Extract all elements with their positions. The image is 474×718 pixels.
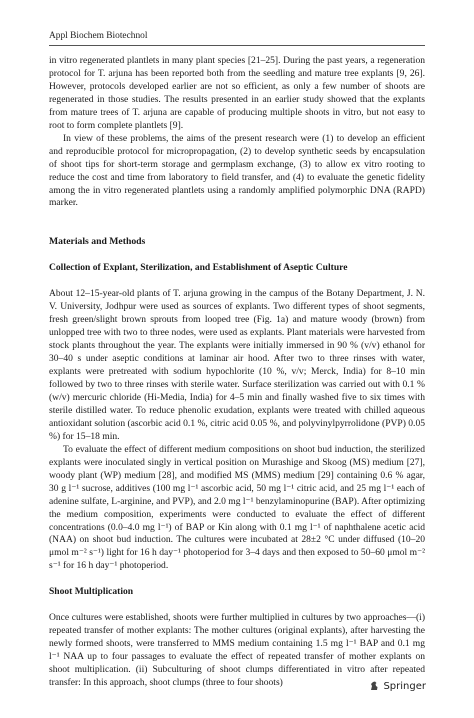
publisher-name: Springer bbox=[383, 680, 426, 692]
publisher-footer bbox=[368, 680, 426, 692]
intro-paragraph-1: in vitro regenerated plantlets in many plant species [21–25]. During the past years, a regeneration protocol for T. arjuna has been reported both from the seedling and mature tree explants [9, 26]. However, protocols developed earlier are not so efficient, as only a few number of shoots are regenerated in those studies. The results presented in an earlier study showed that the explants from mature trees of T. arjuna are capable of producing multiple shoots in vitro, but not easy to root to form complete plantlets [9]. bbox=[49, 55, 425, 131]
subsection-title-shoot-multiplication: Shoot Multiplication bbox=[49, 586, 134, 598]
intro-paragraph-2: In view of these problems, the aims of the present research were (1) to develop an efficient and reproducible protocol for micropropagation, (2) to develop synthetic seeds by encapsulation of shoot tips for short-term storage and germplasm exchange, (3) to allow ex vitro rooting to reduce the cost and time from laboratory to field transfer, and (4) to evaluate the genetic fidelity among the in vitro regenerated plantlets using a randomly amplified polymorphic DNA (RAPD) marker. bbox=[49, 132, 425, 209]
methods-paragraph-1: About 12–15-year-old plants of T. arjuna growing in the campus of the Botany Department, J. N. V. University, Jodhpur were used as sources of explants. Two different types of shoot segments, fresh green/slight brown sprouts from looped tree (Fig. 1a) and mature woody (brown) from unlopped tree with two to three nodes, were used as explants. Plant materials were harvested from stock plants throughout the year. The explants were initially immersed in 90 % (v/v) ethanol for 30–40 s under aseptic conditions at laminar air hood. After two to three rinses with water, explants were pretreated with sodium hypochlorite (10 %, v/v; Merck, India) for 8–10 min followed by two to three rinses with sterile water. Surface sterilization was carried out with 0.1 % (w/v) mercuric chloride (Hi-Media, India) for 4–5 min and finally washed five to six times with sterile distilled water. To reduce phenolic exudation, explants were treated with chilled aqueous antioxidant solution (ascorbic acid 0.1 %, citric acid 0.05 %, and polyvinylpyrrolidone (PVP) 0.05 %) for 15–18 min. bbox=[49, 288, 425, 442]
subsection-title-collection: Collection of Explant, Sterilization, and Establishment of Aseptic Culture bbox=[49, 262, 348, 274]
methods-paragraph-2: To evaluate the effect of different medium compositions on shoot bud induction, the sterilized explants were inoculated singly in vertical position on Murashige and Skoog (MS) medium [27], woody plant (WP) medium [28], and modified MS (MMS) medium [29] containing 0.6 % agar, 30 g l⁻¹ sucrose, additives (100 mg l⁻¹ ascorbic acid, 50 mg l⁻¹ citric acid, and 25 mg l⁻¹ each of adenine sulfate, L-arginine, and PVP), and 2.0 mg l⁻¹ benzylaminopurine (BAP). After optimizing the medium composition, experiments were conducted to evaluate the effect of different concentrations (0.0–4.0 mg l⁻¹) of BAP or Kin along with 0.1 mg l⁻¹ of naphthalene acetic acid (NAA) on shoot bud induction. The cultures were incubated at 28±2 °C under diffused (10–20 μmol m⁻² s⁻¹) light for 16 h day⁻¹ photoperiod for 3–4 days and then exposed to 50–60 μmol m⁻² s⁻¹ for 16 h day⁻¹ photoperiod. bbox=[49, 443, 425, 572]
section-title-methods: Materials and Methods bbox=[49, 236, 146, 248]
springer-horse-icon bbox=[368, 680, 380, 692]
header-rule bbox=[49, 45, 425, 46]
methods-paragraph-3: Once cultures were established, shoots were further multiplied in cultures by two approaches—(i) repeated transfer of mother explants: The mother cultures (original explants), after harvesting the newly formed shoots, were transferred to MMS medium containing 1.5 mg l⁻¹ BAP and 0.1 mg l⁻¹ NAA up to four passages to evaluate the effect of repeated transfer of mother explants on shoot multiplication. (ii) Subculturing of shoot clumps differentiated in vitro after repeated transfer: In this approach, shoot clumps (three to four shoots) bbox=[49, 612, 425, 689]
running-head: Appl Biochem Biotechnol bbox=[49, 31, 148, 41]
body-text bbox=[49, 55, 425, 690]
